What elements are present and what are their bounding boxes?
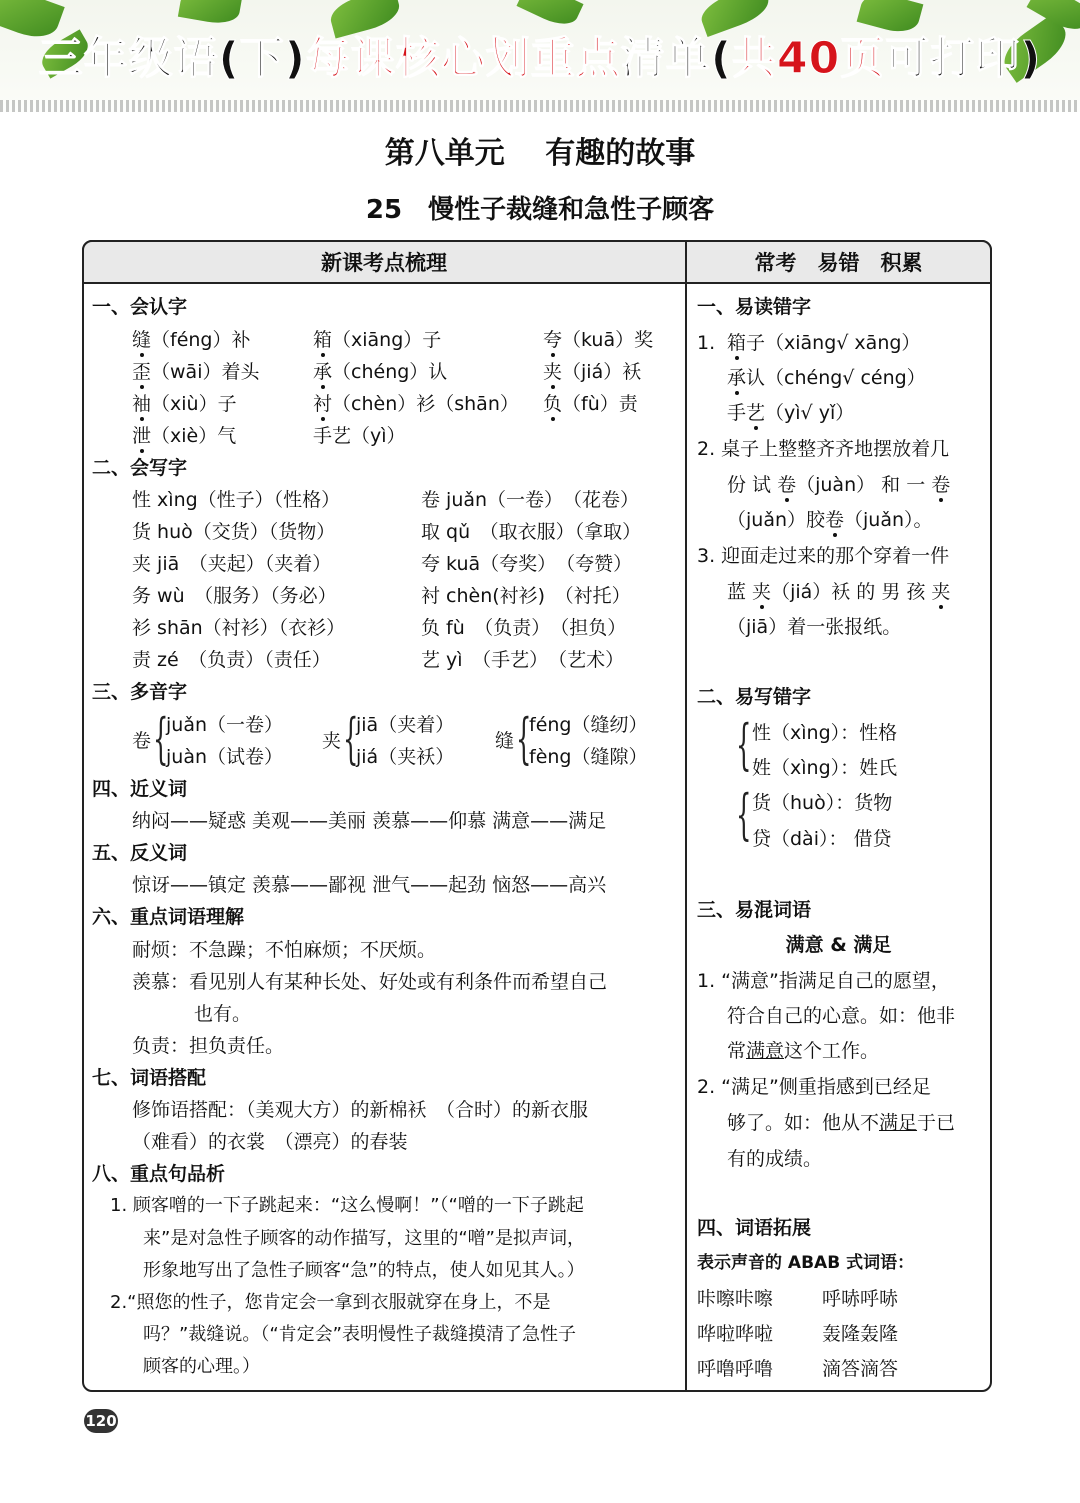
text: （yì√ yǐ）	[765, 402, 855, 424]
char: 卷	[777, 474, 797, 496]
onomatopoeia-word: 呼噜呼噜	[697, 1358, 774, 1380]
polyphone-char: 夹	[322, 730, 342, 752]
confusable-line: 1. “满意”指满足自己的愿望，	[697, 970, 950, 992]
char-item	[543, 395, 638, 414]
banner-text: 三年级语(下)	[38, 33, 306, 84]
char-item	[543, 331, 653, 350]
section-title: 三、易混词语	[697, 899, 812, 921]
write-row: 衫 shān（衬衫）（衣衫）	[132, 617, 346, 639]
write-row: 货 huò（交货）（货物）	[132, 521, 336, 543]
char: 箱	[313, 329, 333, 351]
section-title: 一、易读错字	[697, 296, 812, 318]
confusable-line: 符合自己的心意。如：他非	[727, 1005, 956, 1027]
onomatopoeia-word: 滴答滴答	[822, 1358, 899, 1380]
analysis-line: 2.“照您的性子，您肯定会一拿到衣服就穿在身上，不是	[110, 1292, 551, 1313]
misread-line	[727, 334, 920, 353]
char-item	[543, 363, 641, 382]
banner-text: 可打印)	[885, 33, 1042, 84]
misread-line	[727, 404, 854, 423]
char: 衬	[313, 393, 333, 415]
analysis-line: 形象地写出了急性子顾客“急”的特点，使人如见其人。）	[143, 1260, 585, 1281]
collocation-line: （难看）的衣裳 （漂亮）的春装	[132, 1131, 408, 1153]
pinyin: （chéng）认	[332, 361, 448, 383]
antonym-line: 惊讶——镇定 羡慕——鄙视 泄气——起劲 恼怒——高兴	[132, 874, 607, 896]
section-title: 一、会认字	[92, 296, 188, 318]
polyphone-char: 缝	[495, 730, 515, 752]
text: （juàn） 和 一	[796, 474, 932, 496]
pinyin: （chèn）衫（shān）	[332, 393, 519, 415]
text: （juǎn）。	[844, 509, 933, 531]
char: 缝	[132, 329, 152, 351]
onomatopoeia-word: 呼哧呼哧	[822, 1288, 899, 1310]
char: 夸	[543, 329, 563, 351]
polyphone-reading: juàn（试卷）	[166, 746, 284, 768]
pinyin: （kuā）奖	[562, 329, 654, 351]
underlined-word: 满意	[746, 1040, 785, 1062]
analysis-line: 顾客的心理。）	[143, 1356, 260, 1377]
char-item	[132, 395, 237, 414]
section-title: 二、会写字	[92, 457, 188, 479]
char: 歪	[132, 361, 152, 383]
misread-line	[727, 583, 950, 602]
polyphone-char: 卷	[132, 730, 152, 752]
text: （jiá）袄 的 男 孩	[771, 581, 932, 603]
pinyin: （wāi）着头	[151, 361, 260, 383]
char-item	[132, 331, 251, 350]
polyphone-reading: jiā（夹着）	[356, 714, 455, 736]
char-item	[132, 427, 236, 446]
char: 卷	[825, 509, 845, 531]
write-row: 取 qǔ （取衣服）（拿取）	[421, 521, 642, 543]
misread-line	[727, 511, 933, 530]
onomatopoeia-word: 哗啦哗啦	[697, 1323, 774, 1345]
text: 够了。如：他从不	[727, 1112, 880, 1134]
section-title: 六、重点词语理解	[92, 906, 245, 928]
section-title: 四、近义词	[92, 778, 188, 800]
banner-text: 清单(	[620, 33, 732, 84]
text: 这个工作。	[784, 1040, 880, 1062]
brace-icon: {	[736, 783, 752, 846]
write-row: 责 zé （负责）（责任）	[132, 649, 331, 671]
unit-title: 第八单元 有趣的故事	[384, 136, 696, 171]
analysis-line: 来”是对急性子顾客的动作描写，这里的“噌”是拟声词，	[143, 1228, 585, 1249]
expansion-subtitle: 表示声音的 ABAB 式词语：	[697, 1253, 915, 1273]
write-row: 艺 yì （手艺） （艺术）	[421, 649, 625, 671]
brace-icon: {	[343, 707, 359, 770]
char: 手	[313, 425, 333, 447]
pinyin: （jiá）袄	[562, 361, 642, 383]
pinyin: 艺（yì）	[332, 425, 406, 447]
polyphone-reading: juǎn（一卷）	[166, 714, 284, 736]
pinyin: （xiù）子	[151, 393, 237, 415]
char-item	[313, 427, 406, 446]
underlined-word: 满足	[879, 1112, 918, 1134]
write-row: 夹 jiā （夹起）（夹着）	[132, 553, 332, 575]
banner-text: 每课核心划重点	[305, 33, 621, 84]
miswrite-line: 性（xìng）：性格	[752, 722, 898, 744]
confusable-line: 2. “满足”侧重指感到已经足	[697, 1076, 931, 1098]
column-divider	[685, 240, 687, 1392]
synonym-line: 纳闷——疑惑 美观——美丽 羡慕——仰慕 满意——满足	[132, 810, 607, 832]
char-item	[313, 395, 519, 414]
char-item	[313, 331, 441, 350]
text: （juǎn）胶	[727, 509, 826, 531]
char-item	[313, 363, 447, 382]
miswrite-line: 贷（dài）： 借贷	[752, 828, 892, 850]
section-title: 八、重点句品析	[92, 1163, 226, 1185]
pinyin: （fù）责	[562, 393, 638, 415]
section-title: 四、词语拓展	[697, 1217, 812, 1239]
onomatopoeia-word: 轰隆轰隆	[822, 1323, 899, 1345]
banner-rule	[0, 100, 1080, 112]
top-banner	[0, 0, 1080, 112]
word-meaning: 负责：担负责任。	[132, 1035, 285, 1057]
banner-text: 共40页	[731, 33, 886, 84]
left-column-header: 新课考点梳理	[321, 251, 447, 275]
polyphone-reading: fèng（缝隙）	[529, 746, 648, 768]
misread-line	[727, 369, 926, 388]
char: 艺	[746, 402, 766, 424]
char: 卷	[931, 474, 951, 496]
miswrite-line: 货（huò）：货物	[752, 792, 893, 814]
text: 于已	[917, 1112, 956, 1134]
char: 手	[727, 402, 747, 424]
section-title: 五、反义词	[92, 842, 188, 864]
brace-icon: {	[153, 707, 169, 770]
char: 负	[543, 393, 563, 415]
pinyin: （xiāng）子	[332, 329, 442, 351]
write-row: 夸 kuā（夸奖） （夸赞）	[421, 553, 633, 575]
char-item	[132, 363, 259, 382]
pinyin: （xiè）气	[151, 425, 237, 447]
collocation-line: 修饰语搭配：（美观大方）的新棉袄 （合时）的新衣服	[132, 1099, 589, 1121]
misread-line: 2. 桌子上整整齐齐地摆放着几	[697, 438, 950, 460]
char: 夹	[752, 581, 772, 603]
onomatopoeia-word: 咔嚓咔嚓	[697, 1288, 774, 1310]
char: 夹	[543, 361, 563, 383]
word-meaning: 也有。	[194, 1003, 252, 1025]
char: 泄	[132, 425, 152, 447]
misread-line: 3. 迎面走过来的那个穿着一件	[697, 545, 950, 567]
misread-line	[727, 476, 950, 495]
char: 袖	[132, 393, 152, 415]
section-title: 七、词语搭配	[92, 1067, 207, 1089]
page-number: 120	[84, 1409, 118, 1433]
confusable-line: 有的成绩。	[727, 1148, 823, 1170]
write-row: 卷 juǎn（一卷） （花卷）	[421, 489, 640, 511]
char: 承	[727, 367, 747, 389]
text: 认（chéng√ céng）	[746, 367, 926, 389]
write-row: 负 fù （负责） （担负）	[421, 617, 627, 639]
analysis-line: 1. 顾客噌的一下子跳起来：“这么慢啊！”（“噌的一下子跳起	[110, 1195, 584, 1216]
word-meaning: 羡慕：看见别人有某种长处、好处或有利条件而希望自己	[132, 971, 608, 993]
banner-title	[0, 22, 1080, 86]
char: 承	[313, 361, 333, 383]
polyphone-reading: féng（缝纫）	[529, 714, 648, 736]
analysis-line: 吗？”裁缝说。（“肯定会”表明慢性子裁缝摸清了急性子	[143, 1324, 576, 1345]
lesson-title: 25 慢性子裁缝和急性子顾客	[365, 195, 715, 225]
text: 常	[727, 1040, 747, 1062]
section-title: 三、多音字	[92, 681, 188, 703]
confusable-line	[727, 1042, 879, 1061]
misread-line: （jiā）着一张报纸。	[727, 616, 902, 638]
write-row: 性 xìng（性子）（性格）	[132, 489, 341, 511]
write-row: 务 wù （服务）（务必）	[132, 585, 337, 607]
list-number: 1.	[697, 332, 716, 354]
text: 蓝	[727, 581, 753, 603]
word-meaning: 耐烦：不急躁；不怕麻烦；不厌烦。	[132, 939, 437, 961]
miswrite-line: 姓（xìng）：姓氏	[752, 757, 898, 779]
char: 夹	[931, 581, 951, 603]
write-row: 衬 chèn(衬衫) （衬托）	[421, 585, 631, 607]
text: 子（xiāng√ xāng）	[746, 332, 921, 354]
polyphone-reading: jiá（夹袄）	[356, 746, 455, 768]
brace-icon: {	[736, 713, 752, 776]
pinyin: （féng）补	[151, 329, 251, 351]
text: 份 试	[727, 474, 778, 496]
right-column-header: 常考 易错 积累	[754, 251, 923, 275]
brace-icon: {	[516, 707, 532, 770]
confusable-pair: 满意 & 满足	[785, 934, 892, 956]
confusable-line	[727, 1114, 955, 1133]
char: 箱	[727, 332, 747, 354]
section-title: 二、易写错字	[697, 686, 812, 708]
